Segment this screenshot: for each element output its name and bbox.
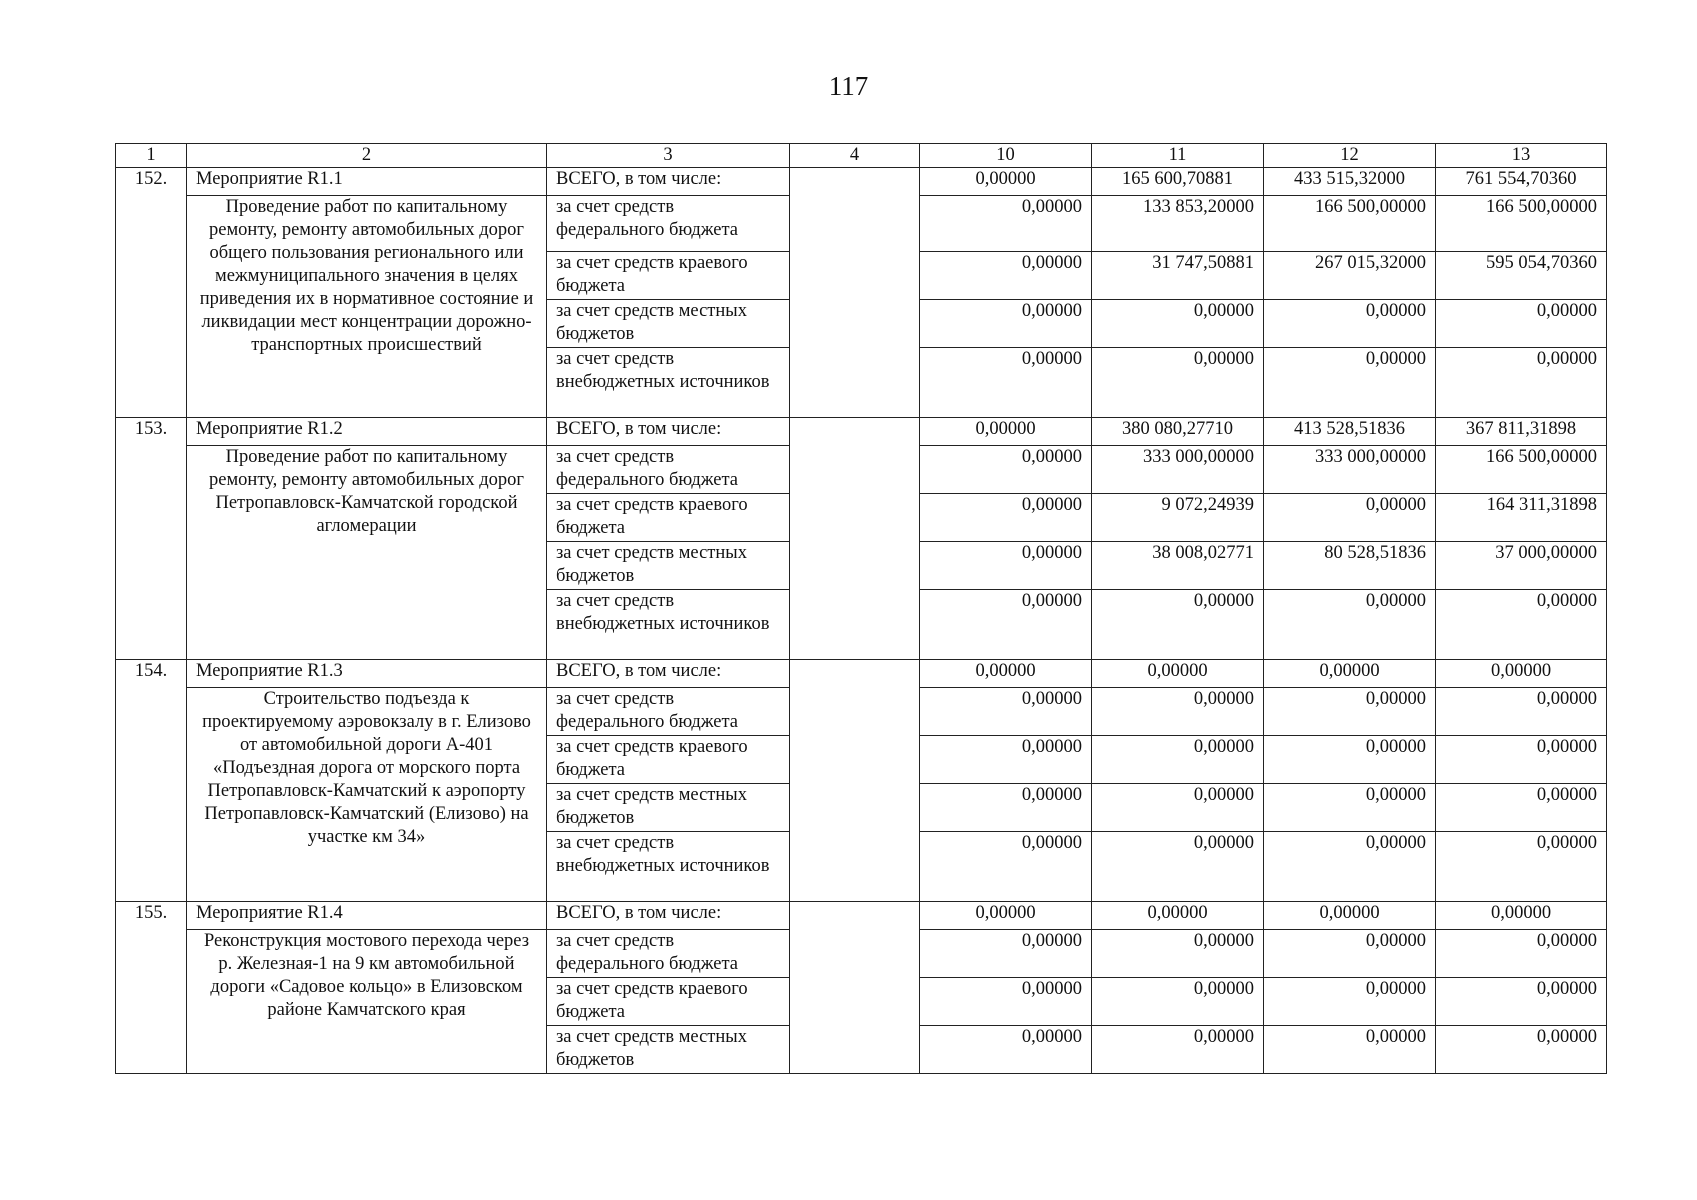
header-cell: 3	[547, 144, 790, 168]
funding-value: 0,00000	[1264, 736, 1436, 784]
funding-value: 0,00000	[1436, 832, 1607, 902]
funding-source-label: за счет средств краевого бюджета	[547, 978, 790, 1026]
funding-value: 0,00000	[1092, 784, 1264, 832]
funding-value: 166 500,00000	[1436, 446, 1607, 494]
total-value: 433 515,32000	[1264, 168, 1436, 196]
funding-value: 0,00000	[1436, 590, 1607, 660]
funding-source-label: за счет средств местных бюджетов	[547, 542, 790, 590]
measure-description: Строительство подъезда к проектируемому аэровокзалу в г. Елизово от автомобильной дороги А-401 «Подъездная дорога от морского порта Петропавловск-Камчатский к аэропорту Петропавловск-Камчатский (Елизово) на участке км 34»	[187, 688, 547, 902]
funding-value: 164 311,31898	[1436, 494, 1607, 542]
funding-value: 0,00000	[1092, 978, 1264, 1026]
funding-source-label: за счет средств краевого бюджета	[547, 252, 790, 300]
group-total-row	[116, 168, 1607, 196]
funding-value: 0,00000	[1092, 1026, 1264, 1074]
funding-value: 595 054,70360	[1436, 252, 1607, 300]
funding-value: 133 853,20000	[1092, 196, 1264, 252]
funding-value: 0,00000	[1264, 688, 1436, 736]
funding-value: 0,00000	[920, 688, 1092, 736]
column-4-cell	[790, 660, 920, 902]
funding-source-label: за счет средств федерального бюджета	[547, 196, 790, 252]
header-cell: 10	[920, 144, 1092, 168]
funding-source-label: за счет средств местных бюджетов	[547, 300, 790, 348]
funding-value: 0,00000	[920, 446, 1092, 494]
funding-value: 0,00000	[920, 348, 1092, 418]
total-value: 761 554,70360	[1436, 168, 1607, 196]
funding-value: 0,00000	[1436, 300, 1607, 348]
funding-value: 0,00000	[920, 930, 1092, 978]
funding-source-label: за счет средств местных бюджетов	[547, 784, 790, 832]
funding-value: 9 072,24939	[1092, 494, 1264, 542]
budget-table	[115, 143, 1607, 1074]
funding-source-label: за счет средств федерального бюджета	[547, 688, 790, 736]
funding-value: 0,00000	[1092, 832, 1264, 902]
funding-value: 0,00000	[1092, 348, 1264, 418]
funding-value: 0,00000	[1264, 494, 1436, 542]
funding-value: 333 000,00000	[1092, 446, 1264, 494]
funding-value: 0,00000	[920, 832, 1092, 902]
funding-value: 0,00000	[1436, 930, 1607, 978]
total-value: 165 600,70881	[1092, 168, 1264, 196]
funding-source-label: за счет средств федерального бюджета	[547, 930, 790, 978]
funding-value: 0,00000	[920, 978, 1092, 1026]
funding-value: 0,00000	[1092, 300, 1264, 348]
column-4-cell	[790, 418, 920, 660]
header-cell: 13	[1436, 144, 1607, 168]
header-cell: 2	[187, 144, 547, 168]
measure-title: Мероприятие R1.2	[187, 418, 547, 446]
group-total-row	[116, 418, 1607, 446]
funding-source-label: за счет средств внебюджетных источников	[547, 590, 790, 660]
total-label: ВСЕГО, в том числе:	[547, 660, 790, 688]
funding-value: 0,00000	[920, 1026, 1092, 1074]
total-value: 413 528,51836	[1264, 418, 1436, 446]
funding-value: 166 500,00000	[1264, 196, 1436, 252]
total-value: 0,00000	[920, 168, 1092, 196]
total-value: 0,00000	[1264, 660, 1436, 688]
page-number: 117	[828, 71, 869, 101]
total-label: ВСЕГО, в том числе:	[547, 418, 790, 446]
funding-value: 0,00000	[1092, 590, 1264, 660]
total-value: 0,00000	[1092, 902, 1264, 930]
column-4-cell	[790, 902, 920, 1074]
funding-value: 267 015,32000	[1264, 252, 1436, 300]
funding-value: 0,00000	[1264, 300, 1436, 348]
total-value: 0,00000	[1436, 660, 1607, 688]
funding-source-label: за счет средств местных бюджетов	[547, 1026, 790, 1074]
measure-description: Реконструкция мостового перехода через р. Железная-1 на 9 км автомобильной дороги «Садовое кольцо» в Елизовском районе Камчатского края	[187, 930, 547, 1074]
funding-value: 0,00000	[920, 784, 1092, 832]
funding-value: 0,00000	[1264, 590, 1436, 660]
total-value: 0,00000	[1436, 902, 1607, 930]
table-body	[116, 144, 1607, 1074]
total-label: ВСЕГО, в том числе:	[547, 902, 790, 930]
measure-title: Мероприятие R1.1	[187, 168, 547, 196]
funding-value: 0,00000	[920, 252, 1092, 300]
measure-description: Проведение работ по капитальному ремонту, ремонту автомобильных дорог общего пользования регионального или межмуниципального значения в целях приведения их в нормативное состояние и ликвидации мест концентрации дорожно-транспортных происшествий	[187, 196, 547, 418]
header-cell: 4	[790, 144, 920, 168]
total-value: 0,00000	[1264, 902, 1436, 930]
funding-value: 0,00000	[1264, 1026, 1436, 1074]
total-value: 0,00000	[920, 902, 1092, 930]
row-index: 155.	[116, 902, 187, 1074]
funding-value: 0,00000	[1264, 978, 1436, 1026]
header-cell: 1	[116, 144, 187, 168]
measure-description: Проведение работ по капитальному ремонту, ремонту автомобильных дорог Петропавловск-Камчатской городской агломерации	[187, 446, 547, 660]
funding-value: 0,00000	[1436, 736, 1607, 784]
total-value: 0,00000	[920, 660, 1092, 688]
funding-source-label: за счет средств краевого бюджета	[547, 736, 790, 784]
funding-value: 0,00000	[920, 494, 1092, 542]
measure-title: Мероприятие R1.3	[187, 660, 547, 688]
funding-value: 0,00000	[1264, 930, 1436, 978]
funding-value: 38 008,02771	[1092, 542, 1264, 590]
funding-value: 0,00000	[1264, 832, 1436, 902]
funding-source-label: за счет средств внебюджетных источников	[547, 832, 790, 902]
column-4-cell	[790, 168, 920, 418]
funding-source-label: за счет средств федерального бюджета	[547, 446, 790, 494]
funding-value: 37 000,00000	[1436, 542, 1607, 590]
group-total-row	[116, 902, 1607, 930]
funding-value: 0,00000	[920, 196, 1092, 252]
funding-value: 0,00000	[1264, 348, 1436, 418]
funding-value: 0,00000	[920, 542, 1092, 590]
measure-title: Мероприятие R1.4	[187, 902, 547, 930]
header-cell: 11	[1092, 144, 1264, 168]
total-value: 380 080,27710	[1092, 418, 1264, 446]
total-value: 0,00000	[920, 418, 1092, 446]
row-index: 152.	[116, 168, 187, 418]
funding-value: 0,00000	[1092, 688, 1264, 736]
funding-value: 0,00000	[920, 300, 1092, 348]
total-value: 367 811,31898	[1436, 418, 1607, 446]
row-index: 154.	[116, 660, 187, 902]
header-row	[116, 144, 1607, 168]
funding-source-label: за счет средств внебюджетных источников	[547, 348, 790, 418]
funding-value: 0,00000	[920, 736, 1092, 784]
row-index: 153.	[116, 418, 187, 660]
total-value: 0,00000	[1092, 660, 1264, 688]
funding-value: 0,00000	[1092, 736, 1264, 784]
group-total-row	[116, 660, 1607, 688]
funding-value: 0,00000	[1436, 784, 1607, 832]
funding-value: 0,00000	[1436, 1026, 1607, 1074]
funding-value: 0,00000	[1092, 930, 1264, 978]
funding-value: 0,00000	[1264, 784, 1436, 832]
header-cell: 12	[1264, 144, 1436, 168]
total-label: ВСЕГО, в том числе:	[547, 168, 790, 196]
funding-value: 333 000,00000	[1264, 446, 1436, 494]
funding-value: 0,00000	[1436, 688, 1607, 736]
funding-value: 0,00000	[1436, 348, 1607, 418]
funding-value: 31 747,50881	[1092, 252, 1264, 300]
funding-value: 80 528,51836	[1264, 542, 1436, 590]
funding-source-label: за счет средств краевого бюджета	[547, 494, 790, 542]
funding-value: 166 500,00000	[1436, 196, 1607, 252]
funding-value: 0,00000	[1436, 978, 1607, 1026]
funding-value: 0,00000	[920, 590, 1092, 660]
